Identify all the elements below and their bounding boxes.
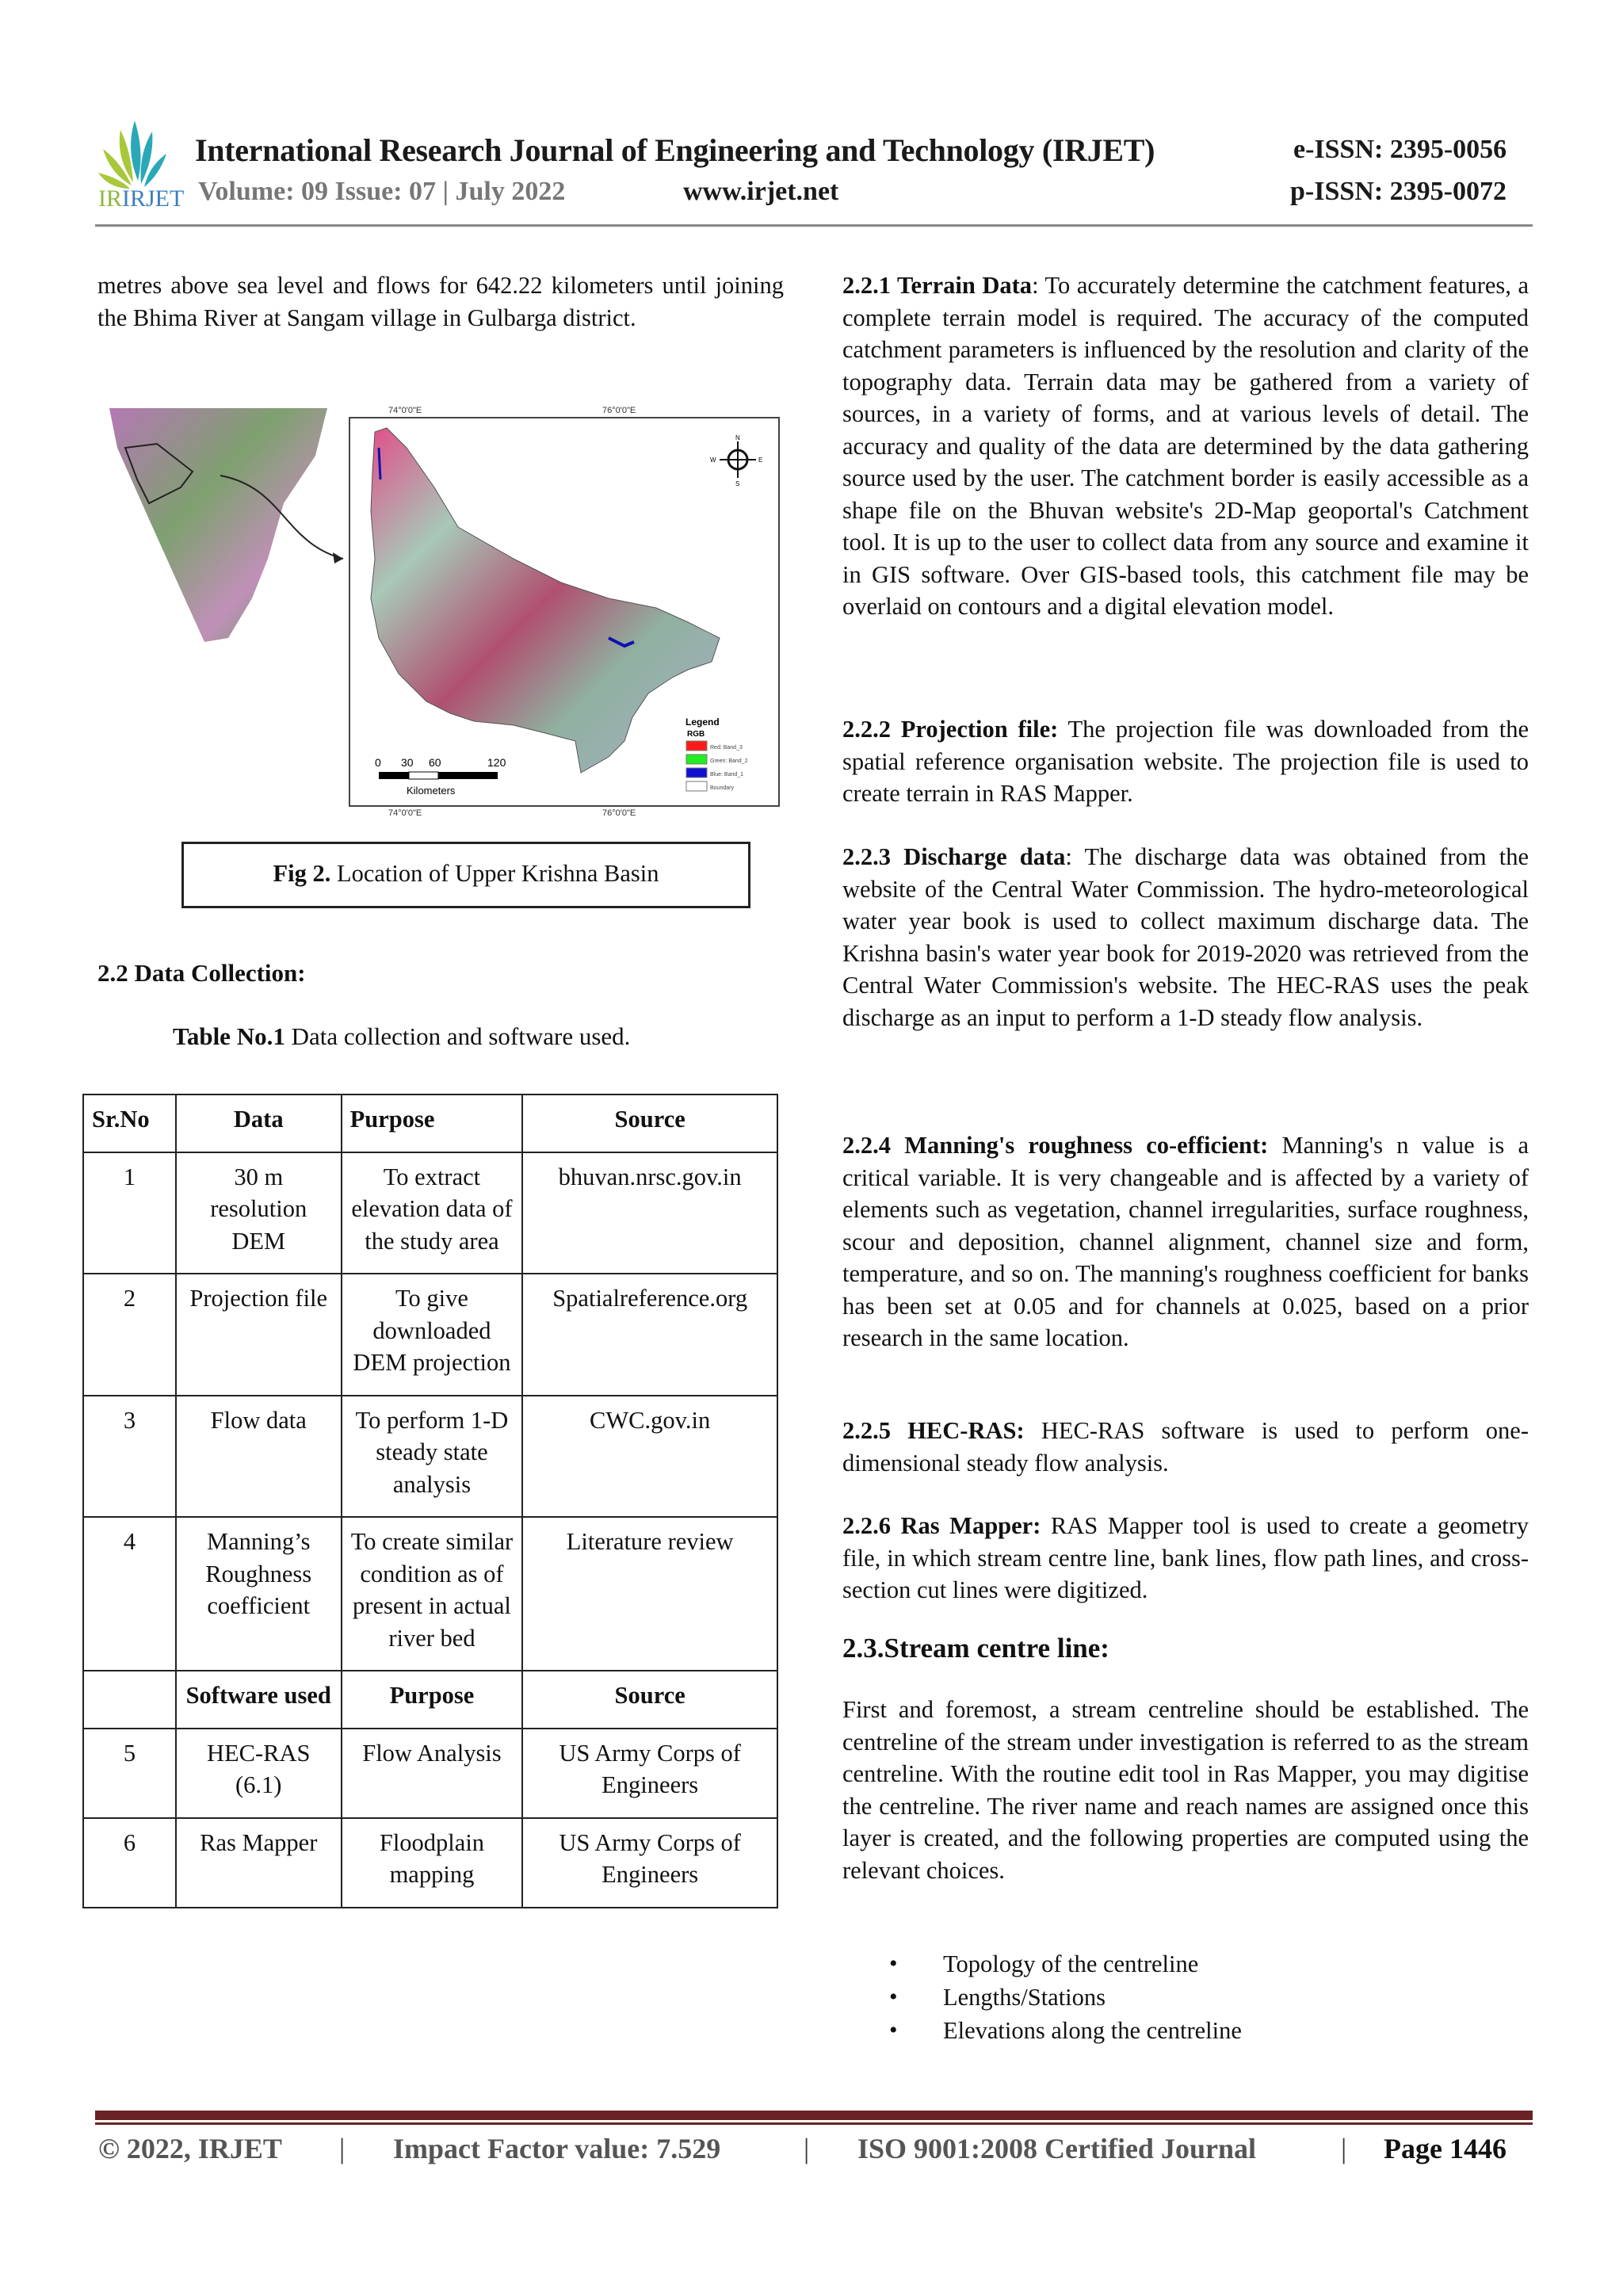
svg-text:30: 30	[401, 756, 414, 769]
section-2-2-2-projection-file	[842, 713, 1529, 810]
table-cell: Flow Analysis	[342, 1729, 523, 1818]
svg-text:120: 120	[487, 756, 506, 769]
table-row	[83, 1152, 777, 1274]
figure-caption-label: Fig 2.	[273, 860, 331, 887]
list-item: • Elevations along the centreline	[872, 2014, 1242, 2047]
svg-text:N: N	[735, 434, 740, 441]
table-cell: bhuvan.nrsc.gov.in	[522, 1152, 777, 1274]
svg-text:W: W	[710, 457, 716, 464]
section-2-2-3-discharge-data	[842, 841, 1529, 1033]
svg-text:Kilometers: Kilometers	[407, 785, 456, 797]
stream-centre-line-paragraph: First and foremost, a stream centreline should be established. The centreline of the stream under investigation is referred to as the stream centreline. With the routine edit tool in Ras Mapper, you may digitise the centreline. The river name and reach names are assigned once this layer is created, and the following properties are computed using the relevant choices.	[842, 1696, 1529, 1884]
section-heading: 2.2.1 Terrain Data	[842, 272, 1033, 299]
data-collection-table	[82, 1094, 778, 1908]
svg-text:Blue: Band_1: Blue: Band_1	[710, 772, 744, 777]
table-cell: US Army Corps of Engineers	[522, 1729, 777, 1818]
table-cell: US Army Corps of Engineers	[522, 1818, 777, 1908]
section-2-2-6-ras-mapper	[842, 1510, 1529, 1606]
section-body: : To accurately determine the catchment features, a complete terrain model is required. The accuracy of the computed catchment parameters is influenced by the resolution and clarity of the topography data. Terrain data may be gathered from a variety of sources, in a variety of forms, and at various levels of detail. The accuracy and quality of the data are determined by the data gathering source used by the user. The catchment border is easily accessible as a shape file on the Bhuvan website's 2D-Map geoportal's Catchment tool. It is up to the user to collect data from any source and examine it in GIS software. Over GIS-based tools, this catchment file may be overlaid on contours and a digital elevation model.	[842, 272, 1529, 620]
table-row	[83, 1729, 777, 1818]
svg-text:RGB: RGB	[687, 730, 705, 739]
table-row	[83, 1818, 777, 1908]
table-cell: 4	[83, 1517, 176, 1671]
figure-caption	[181, 842, 750, 908]
section-body: The projection file was downloaded from the spatial reference organisation website. The projection file is used to create terrain in RAS Mapper.	[842, 716, 1529, 807]
section-2-2-4-mannings-roughness	[842, 1129, 1529, 1354]
section-body: RAS Mapper tool is used to create a geometry file, in which stream centre line, bank lines, flow path lines, and cross-section cut lines were digitized.	[842, 1512, 1529, 1603]
table-cell: To create similar condition as of present in actual river bed	[342, 1517, 523, 1671]
table-cell: 6	[83, 1818, 176, 1908]
section-heading-data-collection: 2.2 Data Collection:	[97, 959, 306, 987]
p-issn: p-ISSN: 2395-0072	[1290, 177, 1507, 206]
footer-separator: |	[804, 2133, 810, 2164]
table-cell: 5	[83, 1729, 176, 1818]
table-cell: Flow data	[176, 1396, 342, 1518]
table-header-cell	[83, 1671, 176, 1729]
logo-text: IRIRJET	[98, 185, 185, 212]
header-divider	[95, 224, 1533, 227]
table-row	[83, 1517, 777, 1671]
table-cell: To extract elevation data of the study area	[342, 1152, 523, 1274]
table-caption-label: Table No.1	[173, 1022, 285, 1050]
svg-text:0: 0	[375, 756, 381, 769]
table-cell: Literature review	[522, 1517, 777, 1671]
section-heading: 2.2.3 Discharge data	[842, 843, 1066, 870]
section-heading: 2.2.5 HEC-RAS:	[842, 1417, 1025, 1444]
svg-text:74°0'0"E: 74°0'0"E	[388, 808, 422, 816]
table-row	[83, 1396, 777, 1518]
table-cell: 3	[83, 1396, 176, 1518]
svg-text:S: S	[735, 480, 740, 487]
table-caption	[173, 1022, 630, 1051]
table-header-row	[83, 1095, 777, 1152]
svg-text:76°0'0"E: 76°0'0"E	[602, 406, 636, 415]
table-cell: 1	[83, 1152, 176, 1274]
table-header-cell: Purpose	[342, 1095, 523, 1152]
irjet-logo	[94, 117, 185, 212]
section-heading: 2.2.2 Projection file:	[842, 716, 1059, 743]
footer-impact-factor: Impact Factor value: 7.529	[393, 2133, 721, 2164]
footer-bar	[95, 2111, 1533, 2120]
section-body: Manning's n value is a critical variable. It is very changeable and is affected by a variety of elements such as vegetation, channel irregularities, surface roughness, scour and deposition, channel alignment, channel size and form, temperature, and so on. The manning's roughness coefficient for banks has been set at 0.05 and for channels at 0.025, based on a prior research in the same location.	[842, 1132, 1529, 1351]
svg-text:76°0'0"E: 76°0'0"E	[602, 808, 636, 816]
intro-paragraph: metres above sea level and flows for 642.22 kilometers until joining the Bhima River at Sangam village in Gulbarga district.	[97, 272, 784, 331]
section-heading: 2.2.6 Ras Mapper:	[842, 1512, 1041, 1539]
section-heading-stream-centre-line: 2.3.Stream centre line:	[842, 1633, 1109, 1664]
table-cell: Spatialreference.org	[522, 1274, 777, 1396]
table-caption-text: Data collection and software used.	[285, 1022, 631, 1050]
table-header-cell: Sr.No	[83, 1095, 176, 1152]
table-cell: Manning’s Roughness coefficient	[176, 1517, 342, 1671]
section-2-2-5-hec-ras	[842, 1415, 1529, 1479]
table-cell: 2	[83, 1274, 176, 1396]
table-cell: To perform 1-D steady state analysis	[342, 1396, 523, 1518]
e-issn: e-ISSN: 2395-0056	[1293, 135, 1507, 164]
list-item: • Topology of the centreline	[872, 1947, 1242, 1981]
table-header-cell: Purpose	[342, 1671, 523, 1729]
figure-caption-text: Location of Upper Krishna Basin	[330, 860, 659, 887]
section-body: HEC-RAS software is used to perform one-dimensional steady flow analysis.	[842, 1417, 1529, 1477]
volume-issue: Volume: 09 Issue: 07 | July 2022	[198, 177, 566, 206]
table-subheader-row	[83, 1671, 777, 1729]
table-cell: To give downloaded DEM projection	[342, 1274, 523, 1396]
footer-iso: ISO 9001:2008 Certified Journal	[857, 2133, 1256, 2164]
section-body: : The discharge data was obtained from the website of the Central Water Commission. The hydro-meteorological water year book is used to collect maximum discharge data. The Krishna basin's water year book for 2019-2020 was retrieved from the Central Water Commission's website. The HEC-RAS uses the peak discharge as an input to perform a 1-D steady flow analysis.	[842, 843, 1529, 1031]
table-cell: Ras Mapper	[176, 1818, 342, 1908]
figure-upper-krishna-basin-map	[101, 400, 783, 816]
footer-page-number: Page 1446	[1384, 2133, 1507, 2164]
svg-text:E: E	[758, 457, 763, 464]
svg-text:Green: Band_2: Green: Band_2	[710, 758, 748, 764]
footer-separator: |	[339, 2133, 346, 2164]
svg-text:74°0'0"E: 74°0'0"E	[388, 406, 422, 415]
journal-title: International Research Journal of Engineering and Technology (IRJET)	[195, 132, 1155, 168]
centreline-properties-list	[872, 1947, 1242, 2047]
svg-text:60: 60	[429, 756, 441, 769]
basin-map-image	[101, 400, 783, 816]
footer-copyright: © 2022, IRJET	[98, 2133, 282, 2164]
section-heading: 2.2.4 Manning's roughness co-efficient:	[842, 1132, 1269, 1159]
footer-bar-thin	[95, 2122, 1533, 2125]
table-header-cell: Software used	[176, 1671, 342, 1729]
table-header-cell: Source	[522, 1095, 777, 1152]
table-header-cell: Data	[176, 1095, 342, 1152]
table-cell: Projection file	[176, 1274, 342, 1396]
table-cell: CWC.gov.in	[522, 1396, 777, 1518]
section-2-2-1-terrain-data	[842, 269, 1529, 623]
journal-website-link[interactable]: www.irjet.net	[683, 177, 839, 206]
list-item: • Lengths/Stations	[872, 1981, 1242, 2014]
footer-separator: |	[1341, 2133, 1347, 2164]
table-header-cell: Source	[522, 1671, 777, 1729]
table-cell: 30 m resolution DEM	[176, 1152, 342, 1274]
table-row	[83, 1274, 777, 1396]
table-cell: Floodplain mapping	[342, 1818, 523, 1908]
svg-text:Boundary: Boundary	[710, 785, 734, 791]
svg-text:Legend: Legend	[685, 716, 720, 728]
svg-text:Red: Band_3: Red: Band_3	[710, 745, 743, 751]
table-cell: HEC-RAS (6.1)	[176, 1729, 342, 1818]
